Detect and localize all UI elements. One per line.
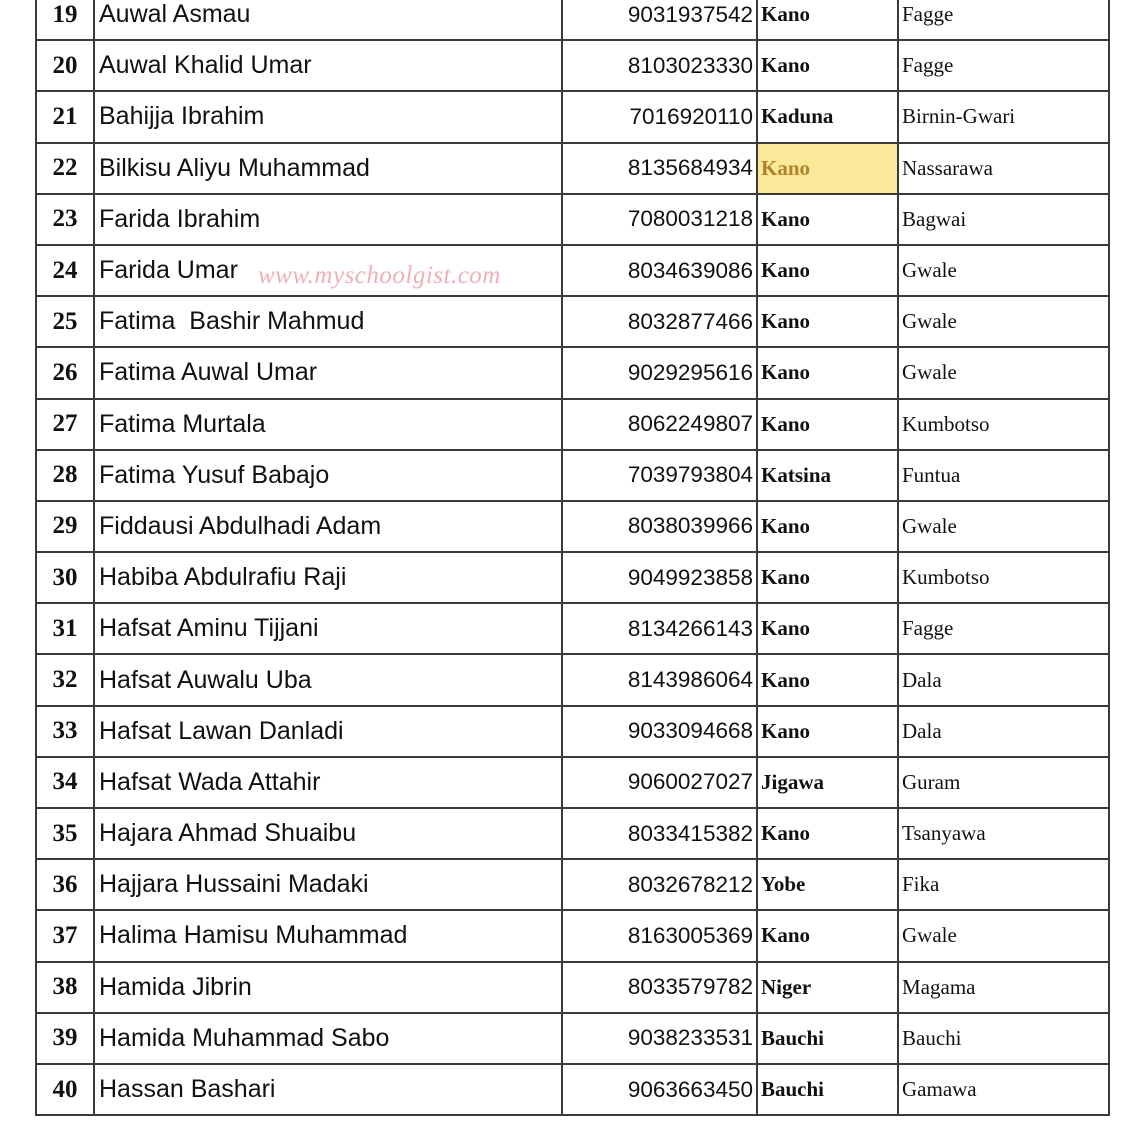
full-name: Fatima Murtala [94,399,562,450]
row-number: 33 [36,706,94,757]
full-name: Hafsat Lawan Danladi [94,706,562,757]
row-number: 24 [36,245,94,296]
table-row [36,1013,1109,1064]
state: Kano [757,552,898,603]
table-row [36,910,1109,961]
phone-number: 9063663450 [562,1064,757,1115]
lga: Fagge [898,40,1109,91]
phone-number: 8135684934 [562,143,757,194]
full-name: Auwal Khalid Umar [94,40,562,91]
table-row [36,706,1109,757]
state: Kano [757,245,898,296]
table-row [36,501,1109,552]
full-name: Farida Umar [94,245,562,296]
state: Katsina [757,450,898,501]
table-row [36,808,1109,859]
table-row [36,0,1109,40]
phone-number: 8038039966 [562,501,757,552]
state: Yobe [757,859,898,910]
state-highlighted-cell: Kano [757,143,898,194]
full-name: Hafsat Aminu Tijjani [94,603,562,654]
state: Kano [757,910,898,961]
full-name: Fiddausi Abdulhadi Adam [94,501,562,552]
lga: Gwale [898,296,1109,347]
full-name: Hassan Bashari [94,1064,562,1115]
table-row [36,1064,1109,1115]
row-number: 19 [36,0,94,40]
phone-number: 9038233531 [562,1013,757,1064]
phone-number: 8032678212 [562,859,757,910]
phone-number: 9060027027 [562,757,757,808]
table-row [36,654,1109,705]
phone-number: 9029295616 [562,347,757,398]
full-name: Hafsat Auwalu Uba [94,654,562,705]
lga: Dala [898,654,1109,705]
table-row [36,450,1109,501]
row-number: 29 [36,501,94,552]
phone-number: 9031937542 [562,0,757,40]
table-row [36,194,1109,245]
row-number: 22 [36,143,94,194]
lga: Nassarawa [898,143,1109,194]
row-number: 27 [36,399,94,450]
table-row [36,347,1109,398]
lga: Magama [898,962,1109,1013]
watermark-text: www.myschoolgist.com [258,262,501,289]
lga: Gwale [898,910,1109,961]
state: Jigawa [757,757,898,808]
phone-number: 8033579782 [562,962,757,1013]
state: Kano [757,296,898,347]
full-name: Bahijja Ibrahim [94,91,562,142]
phone-number: 8033415382 [562,808,757,859]
row-number: 25 [36,296,94,347]
lga: Gamawa [898,1064,1109,1115]
state: Kaduna [757,91,898,142]
full-name: Hajjara Hussaini Madaki [94,859,562,910]
table-body [36,0,1109,1115]
full-name: Fatima Bashir Mahmud [94,296,562,347]
row-number: 38 [36,962,94,1013]
lga: Fagge [898,0,1109,40]
phone-number: 9049923858 [562,552,757,603]
phone-number: 8034639086 [562,245,757,296]
lga: Bagwai [898,194,1109,245]
full-name: Fatima Auwal Umar [94,347,562,398]
full-name: Halima Hamisu Muhammad [94,910,562,961]
lga: Tsanyawa [898,808,1109,859]
phone-number: 7016920110 [562,91,757,142]
full-name: Habiba Abdulrafiu Raji [94,552,562,603]
phone-number: 9033094668 [562,706,757,757]
row-number: 31 [36,603,94,654]
state: Kano [757,194,898,245]
phone-number: 7080031218 [562,194,757,245]
state: Kano [757,808,898,859]
full-name: Hafsat Wada Attahir [94,757,562,808]
state: Bauchi [757,1064,898,1115]
lga: Birnin-Gwari [898,91,1109,142]
table-row [36,859,1109,910]
full-name: Hamida Muhammad Sabo [94,1013,562,1064]
lga: Gwale [898,501,1109,552]
lga: Kumbotso [898,399,1109,450]
lga: Funtua [898,450,1109,501]
phone-number: 8134266143 [562,603,757,654]
lga: Gwale [898,347,1109,398]
lga: Fagge [898,603,1109,654]
table-row [36,552,1109,603]
row-number: 20 [36,40,94,91]
state: Kano [757,40,898,91]
full-name: Fatima Yusuf Babajo [94,450,562,501]
row-number: 26 [36,347,94,398]
row-number: 28 [36,450,94,501]
table-row [36,757,1109,808]
phone-number: 8163005369 [562,910,757,961]
row-number: 37 [36,910,94,961]
state: Kano [757,347,898,398]
lga: Gwale [898,245,1109,296]
table-row [36,143,1109,194]
lga: Dala [898,706,1109,757]
table-row [36,962,1109,1013]
registrants-table [35,0,1110,1116]
lga: Bauchi [898,1013,1109,1064]
full-name: Hamida Jibrin [94,962,562,1013]
lga: Guram [898,757,1109,808]
phone-number: 8143986064 [562,654,757,705]
state: Kano [757,603,898,654]
row-number: 21 [36,91,94,142]
row-number: 40 [36,1064,94,1115]
full-name: Bilkisu Aliyu Muhammad [94,143,562,194]
table-row [36,91,1109,142]
table-row [36,399,1109,450]
state: Kano [757,501,898,552]
row-number: 39 [36,1013,94,1064]
state: Kano [757,654,898,705]
state: Niger [757,962,898,1013]
full-name: Farida Ibrahim [94,194,562,245]
table-row [36,296,1109,347]
state: Kano [757,706,898,757]
row-number: 32 [36,654,94,705]
full-name: Hajara Ahmad Shuaibu [94,808,562,859]
table-row [36,40,1109,91]
phone-number: 8062249807 [562,399,757,450]
row-number: 35 [36,808,94,859]
lga: Kumbotso [898,552,1109,603]
state: Bauchi [757,1013,898,1064]
row-number: 30 [36,552,94,603]
row-number: 36 [36,859,94,910]
row-number: 34 [36,757,94,808]
phone-number: 7039793804 [562,450,757,501]
row-number: 23 [36,194,94,245]
lga: Fika [898,859,1109,910]
full-name: Auwal Asmau [94,0,562,40]
table-row [36,603,1109,654]
table-row [36,245,1109,296]
phone-number: 8032877466 [562,296,757,347]
phone-number: 8103023330 [562,40,757,91]
state: Kano [757,399,898,450]
state: Kano [757,0,898,40]
